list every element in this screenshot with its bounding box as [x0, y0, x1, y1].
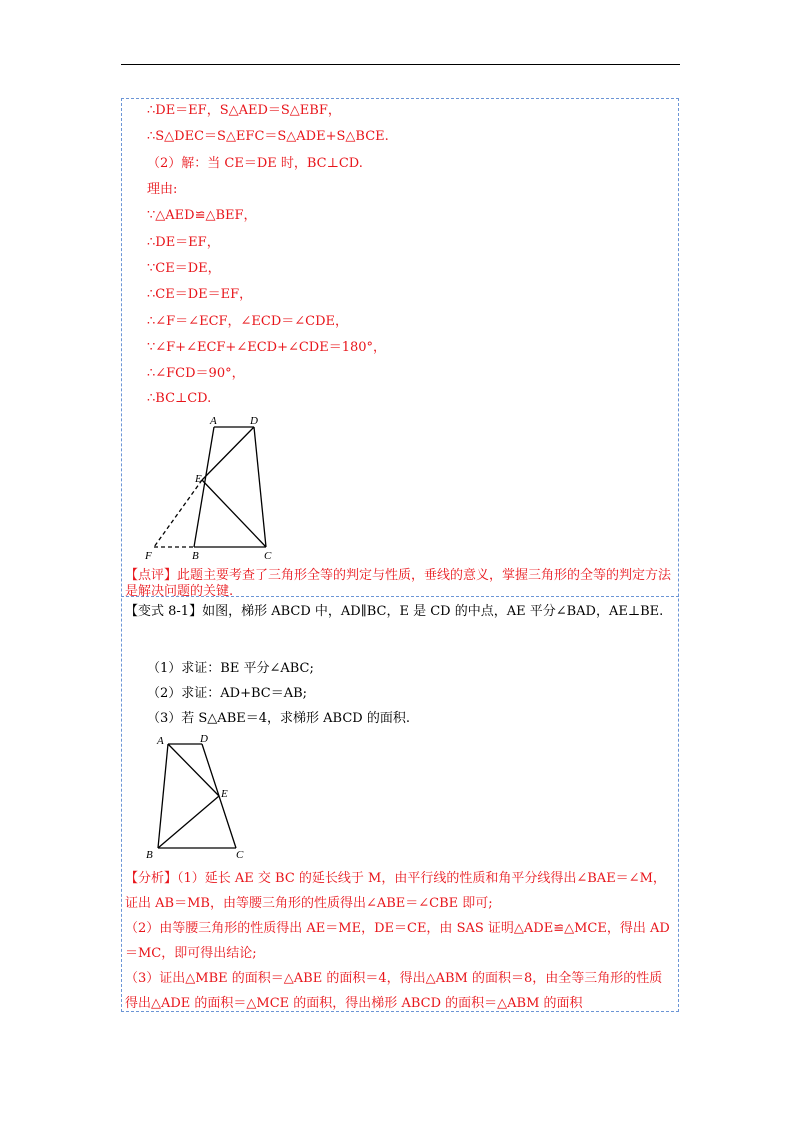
header-rule — [121, 64, 680, 65]
fig1-label-d: D — [250, 415, 258, 427]
proof-line-8: ∴CE＝DE＝EF， — [147, 287, 253, 302]
proof-line-4: 理由: — [147, 182, 178, 197]
analysis-paragraph-1: 【分析】（1）延长 AE 交 BC 的延长线于 M，由平行线的性质和角平分线得出∠BAE＝∠M，证出 AB＝MB，由等腰三角形的性质得出∠ABE＝∠CBE 即可; — [125, 871, 666, 911]
proof-line-10: ∵∠F+∠ECF+∠ECD+∠CDE＝180°， — [147, 340, 387, 355]
proof-line-6: ∴DE＝EF， — [147, 235, 220, 250]
proof-line-2: ∴S△DEC＝S△EFC＝S△ADE+S△BCE. — [147, 129, 389, 144]
fig1-label-e: E — [195, 473, 202, 485]
variant-question-2: （2）求证：AD+BC＝AB; — [147, 686, 308, 701]
analysis-block — [125, 866, 671, 1016]
proof-line-11: ∴∠FCD＝90°， — [147, 366, 245, 381]
variant-title: 【变式 8-1】 — [125, 604, 203, 619]
proof-line-3: （2）解：当 CE＝DE 时，BC⊥CD. — [147, 156, 363, 171]
analysis-paragraph-3: （3）证出△MBE 的面积＝△ABE 的面积＝4，得出△ABM 的面积＝8，由全等三角形的性质得出△ADE 的面积＝△MCE 的面积，得出梯形 ABCD 的面积＝△ABM 的面积 — [125, 971, 663, 1011]
proof-line-5: ∵△AED≌△BEF， — [147, 208, 257, 223]
variant-question-3: （3）若 S△ABE＝4，求梯形 ABCD 的面积. — [147, 711, 410, 726]
proof-line-1: ∴DE＝EF，S△AED＝S△EBF， — [147, 103, 341, 118]
figure-trapezoid-2 — [140, 730, 260, 865]
comment-paragraph — [125, 568, 671, 600]
fig1-label-b: B — [192, 550, 199, 562]
comment-text: 【点评】此题主要考查了三角形全等的判定与性质，垂线的意义，掌握三角形的全等的判定方法是解决问题的关键. — [125, 568, 672, 599]
fig1-label-f: F — [145, 550, 152, 562]
proof-line-7: ∵CE＝DE， — [147, 261, 221, 276]
proof-line-12: ∴BC⊥CD. — [147, 391, 212, 406]
fig2-label-e: E — [221, 788, 228, 800]
variant-text: 如图，梯形 ABCD 中，AD∥BC，E 是 CD 的中点，AE 平分∠BAD，AE⊥BE. — [202, 604, 664, 619]
fig2-label-d: D — [200, 733, 208, 745]
proof-line-9: ∴∠F＝∠ECF，∠ECD＝∠CDE， — [147, 314, 349, 329]
variant-statement — [125, 599, 671, 625]
figure-trapezoid-1 — [140, 410, 290, 565]
fig2-label-c: C — [236, 849, 244, 861]
analysis-paragraph-2: （2）由等腰三角形的性质得出 AE＝ME，DE＝CE，由 SAS 证明△ADE≌△MCE，得出 AD＝MC，即可得出结论; — [125, 921, 670, 961]
fig1-label-c: C — [264, 550, 272, 562]
variant-question-1: （1）求证：BE 平分∠ABC; — [147, 661, 314, 676]
fig2-label-a: A — [157, 735, 164, 747]
fig1-label-a: A — [210, 415, 217, 427]
fig2-label-b: B — [146, 849, 153, 861]
